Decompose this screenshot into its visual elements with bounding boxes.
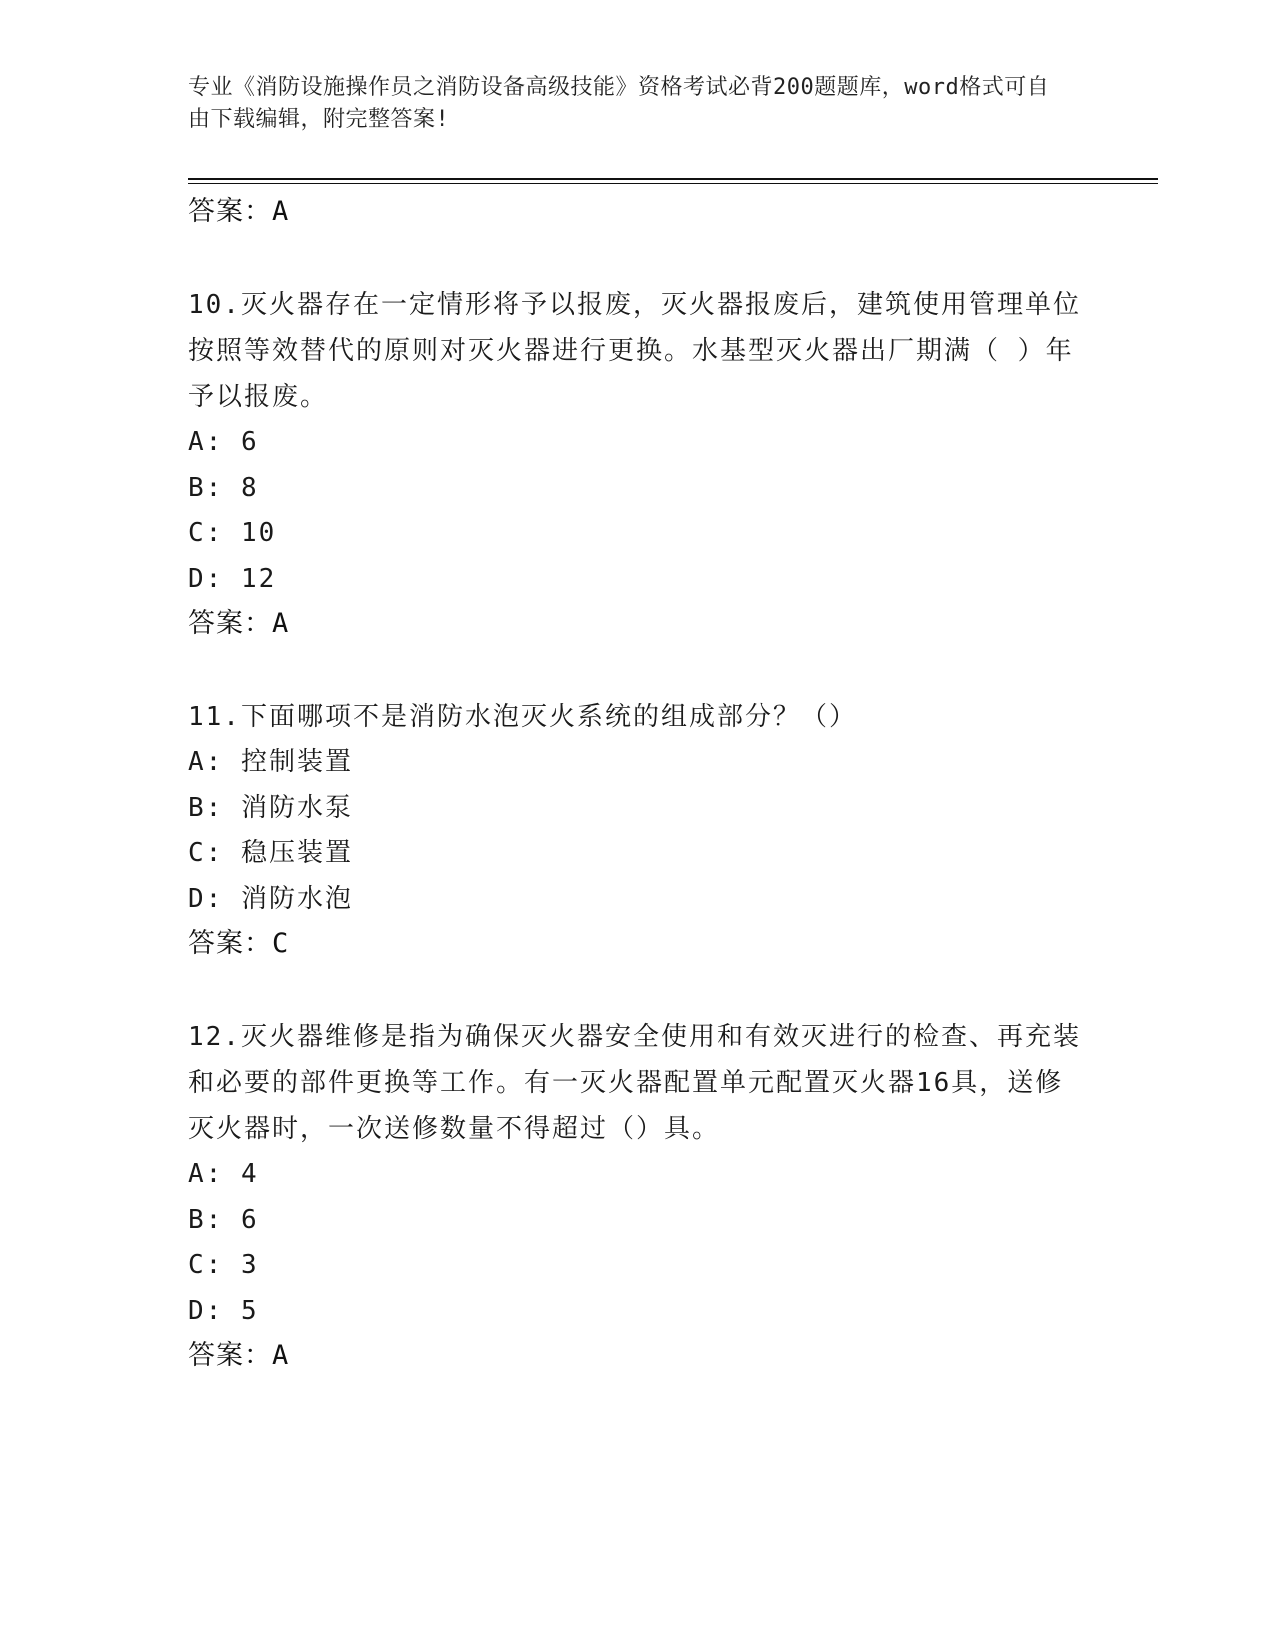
option-key: B: [188,472,224,503]
header-rule-thick [188,178,1158,180]
option-c [188,1243,1088,1289]
option-d [188,1289,1088,1335]
answer-label: 答案： [188,608,272,639]
answer-label: 答案： [188,196,272,227]
option-text: 3 [240,1250,259,1280]
option-key: C: [188,1250,224,1280]
page-header: 专业《消防设施操作员之消防设备高级技能》资格考试必背200题题库，word格式可自由下载编辑，附完整答案! [188,75,1050,132]
option-key: C: [188,518,224,548]
option-key: D: [188,563,224,594]
spacer [188,966,1088,1014]
option-text: 消防水泡 [240,883,353,914]
option-text: 6 [240,427,259,457]
spacer [188,646,1088,694]
answer-value: A [272,1340,290,1371]
option-text: 控制装置 [240,747,353,777]
option-text: 4 [240,1159,259,1189]
option-key: B: [188,792,224,823]
option-key: A: [188,747,224,777]
option-text: 稳压装置 [240,838,353,868]
answer-line [188,190,1088,234]
option-text: 10 [240,518,277,548]
option-key: A: [188,427,224,457]
option-a [188,420,1088,466]
answer-line [188,602,1088,646]
question-text: 10.灭火器存在一定情形将予以报废，灭火器报废后，建筑使用管理单位按照等效替代的原则对灭火器进行更换。水基型灭火器出厂期满（ ）年予以报废。 [188,290,1081,412]
option-b [188,786,1088,832]
option-key: D: [188,1295,224,1326]
option-key: C: [188,838,224,868]
spacer [188,234,1088,282]
header-rule-thin [188,183,1158,184]
option-key: A: [188,1159,224,1189]
option-a [188,1152,1088,1198]
question-text: 12.灭火器维修是指为确保灭火器安全使用和有效灭进行的检查、再充装和必要的部件更换等工作。有一灭火器配置单元配置灭火器16具，送修灭火器时，一次送修数量不得超过（）具。 [188,1022,1081,1144]
option-a [188,740,1088,786]
option-text: 消防水泵 [240,792,353,823]
option-b [188,466,1088,512]
option-d [188,877,1088,923]
option-b [188,1198,1088,1244]
option-key: D: [188,883,224,914]
option-text: 6 [240,1204,259,1235]
answer-line [188,922,1088,966]
option-c [188,511,1088,557]
answer-label: 答案： [188,928,272,959]
option-text: 5 [240,1295,259,1326]
question-text: 11.下面哪项不是消防水泡灭火系统的组成部分？（） [188,702,857,732]
answer-line [188,1334,1088,1378]
answer-value: A [272,608,290,639]
answer-label: 答案： [188,1340,272,1371]
option-d [188,557,1088,603]
answer-value: A [272,196,290,227]
option-text: 12 [240,563,277,594]
answer-value: C [272,928,290,959]
option-text: 8 [240,472,259,503]
option-c [188,831,1088,877]
question-list [188,190,1088,1378]
option-key: B: [188,1204,224,1235]
